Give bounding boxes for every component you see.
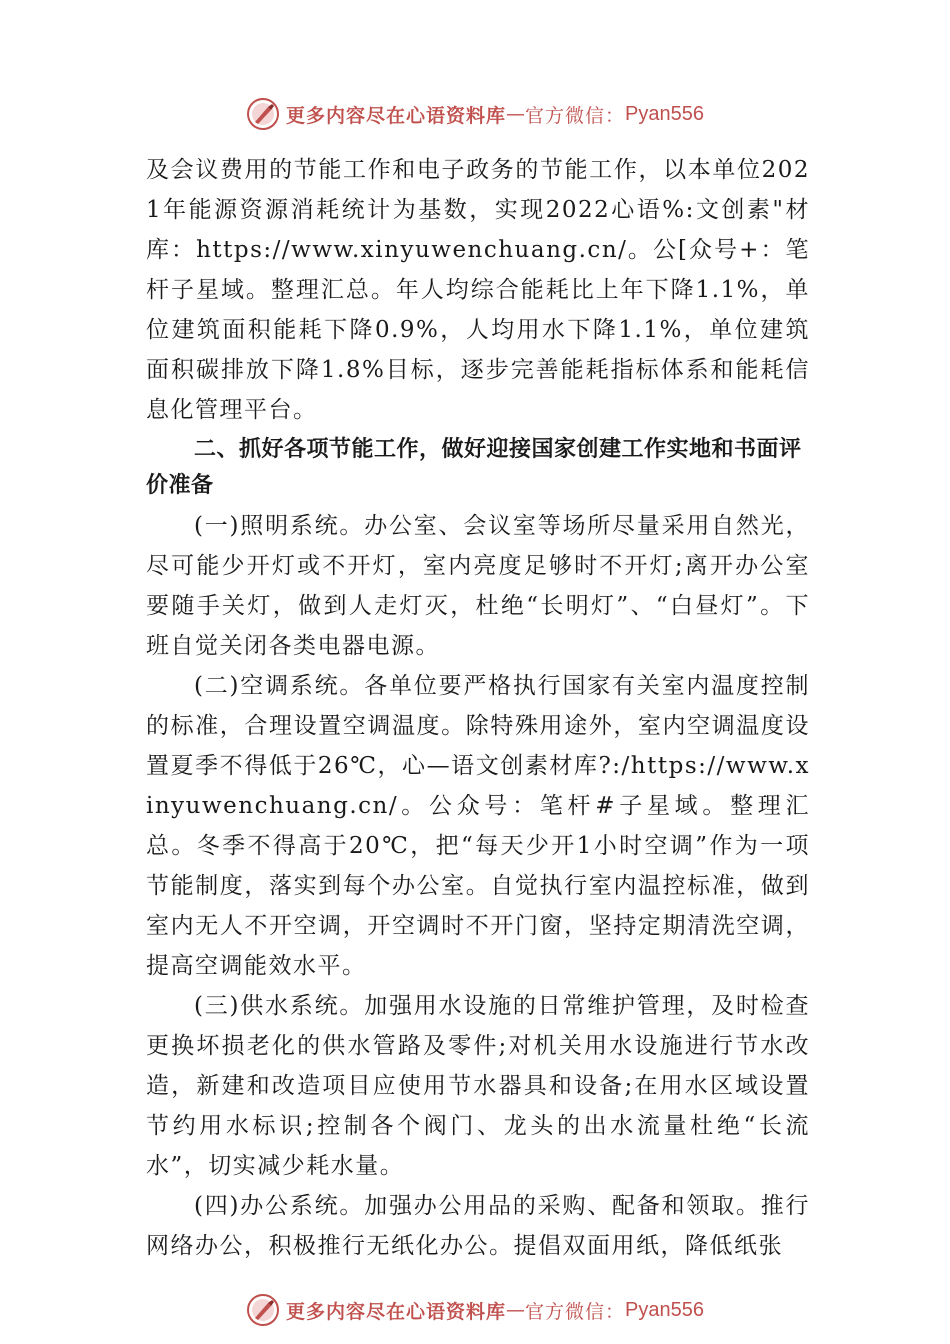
pen-logo-icon xyxy=(246,1293,280,1327)
document-body xyxy=(146,150,810,1266)
paragraph-intro: 及会议费用的节能工作和电子政务的节能工作，以本单位2021年能源资源消耗统计为基数，实现2022心语%:文创素"材库：https://www.xinyuwenchuang.cn/。公[众号+：笔杆子星域。整理汇总。年人均综合能耗比上年下降1.1%，单位建筑面积能耗下降0.9%，人均用水下降1.1%，单位建筑面积碳排放下降1.8%目标，逐步完善能耗指标体系和能耗信息化管理平台。 xyxy=(146,157,810,423)
section-heading: 二、抓好各项节能工作，做好迎接国家创建工作实地和书面评价准备 xyxy=(146,437,802,498)
banner-wechat-id: Pyan556 xyxy=(625,102,704,125)
banner-separator: — xyxy=(506,103,526,125)
banner-wechat-id: Pyan556 xyxy=(625,1298,704,1321)
paragraph-water-supply: (三)供水系统。加强用水设施的日常维护管理，及时检查更换坏损老化的供水管路及零件;对机关用水设施进行节水改造，新建和改造项目应使用节水器具和设备;在用水区域设置节约用水标识;控制各个阀门、龙头的出水流量杜绝“长流水”，切实减少耗水量。 xyxy=(146,993,810,1179)
footer-banner xyxy=(0,1290,950,1330)
banner-wechat-label: 官方微信： xyxy=(525,104,626,127)
paragraph-lighting: (一)照明系统。办公室、会议室等场所尽量采用自然光，尽可能少开灯或不开灯，室内亮度足够时不开灯;离开办公室要随手关灯，做到人走灯灭，杜绝“长明灯”、“白昼灯”。下班自觉关闭各类电器电源。 xyxy=(146,513,810,659)
banner-title: 更多内容尽在心语资料库 xyxy=(286,1300,507,1323)
banner-wechat-label: 官方微信： xyxy=(525,1300,626,1323)
header-banner xyxy=(0,94,950,134)
pen-logo-icon xyxy=(246,97,280,131)
paragraph-office: (四)办公系统。加强办公用品的采购、配备和领取。推行网络办公，积极推行无纸化办公。提倡双面用纸，降低纸张 xyxy=(146,1193,810,1259)
paragraph-air-conditioning: (二)空调系统。各单位要严格执行国家有关室内温度控制的标准，合理设置空调温度。除特殊用途外，室内空调温度设置夏季不得低于26℃，心—语文创素材库?:/https://www.xinyuwenchuang.cn/。公众号：笔杆#子星域。整理汇总。冬季不得高于20℃，把“每天少开1小时空调”作为一项节能制度，落实到每个办公室。自觉执行室内温控标准，做到室内无人不开空调，开空调时不开门窗，坚持定期清洗空调，提高空调能效水平。 xyxy=(146,673,810,979)
banner-separator: — xyxy=(506,1299,526,1321)
banner-title: 更多内容尽在心语资料库 xyxy=(286,104,507,127)
